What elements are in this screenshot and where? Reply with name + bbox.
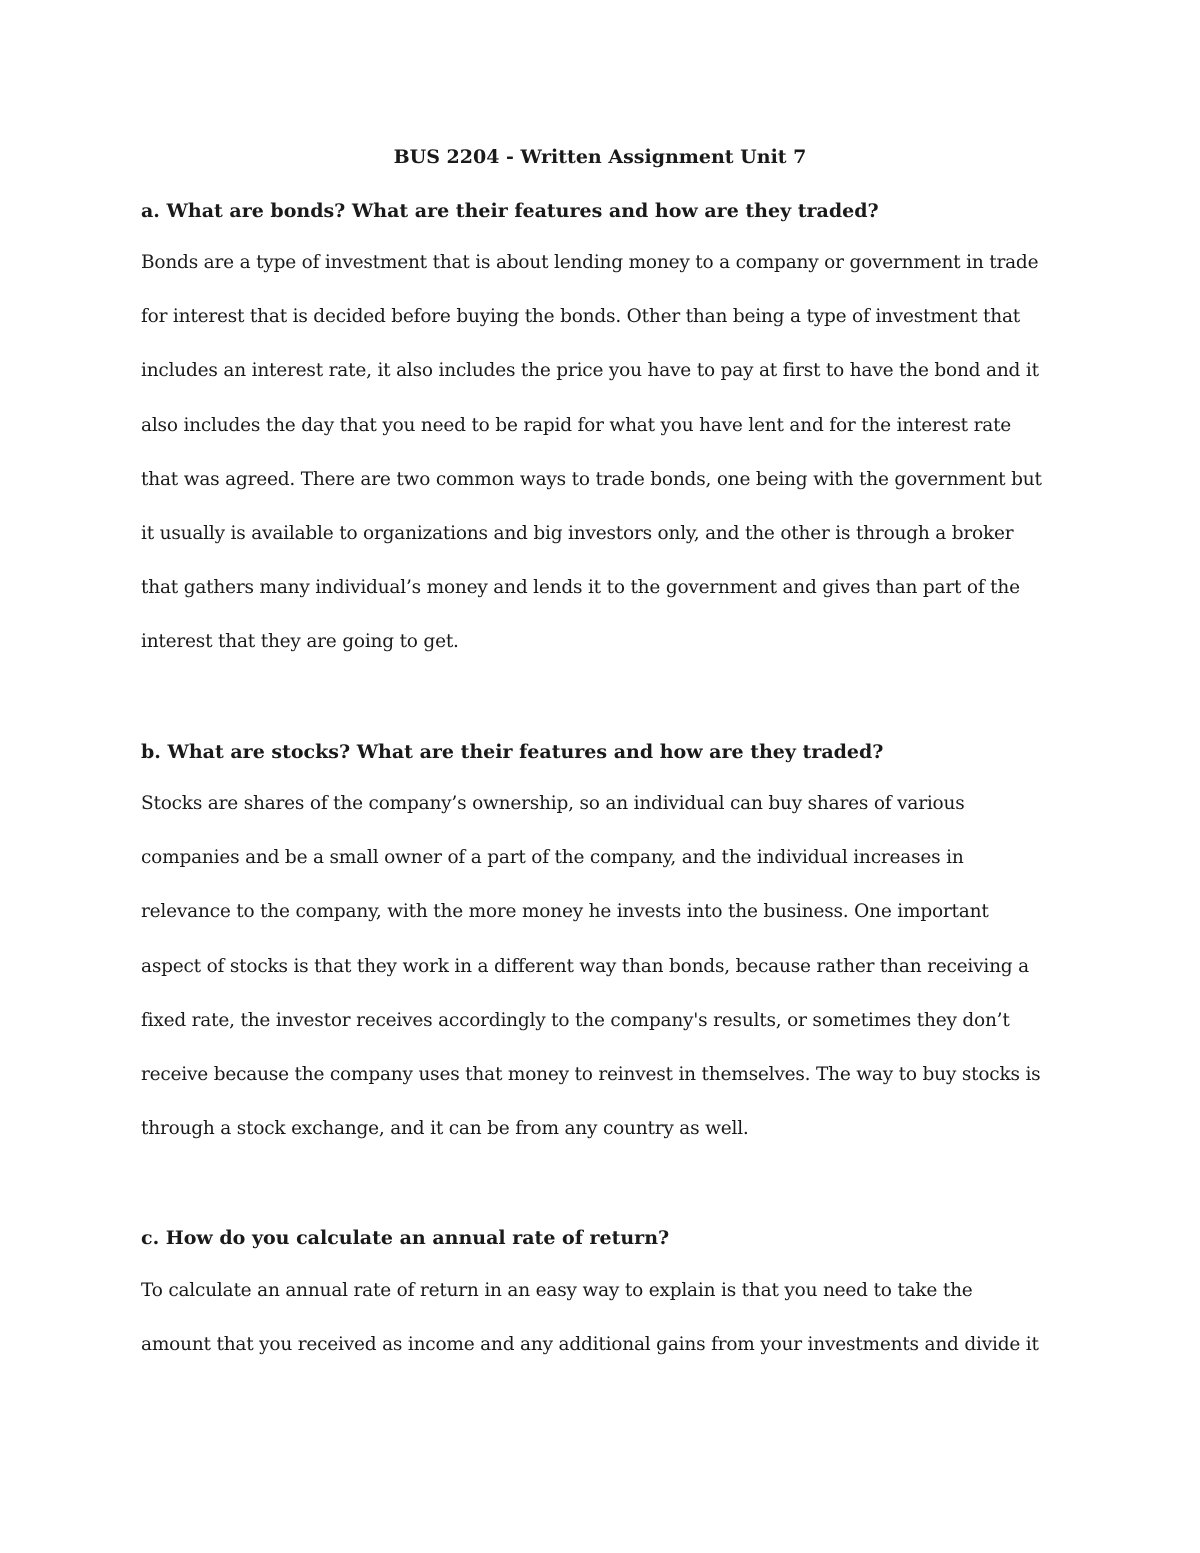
text-line: companies and be a small owner of a part of the company, and the individual increases in — [141, 847, 964, 869]
text-line: that was agreed. There are two common ways to trade bonds, one being with the government but — [141, 468, 1042, 490]
text-line: receive because the company uses that money to reinvest in themselves. The way to buy stocks is — [141, 1064, 1041, 1086]
document-title: BUS 2204 - Written Assignment Unit 7 — [393, 146, 807, 168]
question-heading: c. How do you calculate an annual rate of return? — [141, 1227, 670, 1249]
text-line: it usually is available to organizations and big investors only, and the other is through a broker — [141, 523, 1014, 545]
question-heading: b. What are stocks? What are their features and how are they traded? — [141, 741, 884, 763]
answer-text — [141, 777, 1071, 1156]
text-line: aspect of stocks is that they work in a different way than bonds, because rather than receiving a — [141, 955, 1029, 977]
text-line: that gathers many individual’s money and lends it to the government and gives than part of the — [141, 577, 1020, 599]
answer-paragraph — [141, 1264, 1071, 1372]
section-stocks — [141, 737, 1071, 767]
text-line: To calculate an annual rate of return in an easy way to explain is that you need to take the — [141, 1280, 973, 1301]
answer-paragraph — [141, 236, 1071, 670]
text-line: includes an interest rate, it also includes the price you have to pay at first to have the bond and it — [141, 360, 1039, 382]
text-line: relevance to the company, with the more money he invests into the business. One important — [141, 901, 989, 923]
answer-text — [141, 1264, 1071, 1372]
text-line: Bonds are a type of investment that is about lending money to a company or government in trade — [141, 252, 1039, 273]
text-line: interest that they are going to get. — [141, 631, 459, 653]
text-line: through a stock exchange, and it can be from any country as well. — [141, 1118, 749, 1140]
text-line: for interest that is decided before buying the bonds. Other than being a type of investment that — [141, 306, 1021, 328]
text-line: also includes the day that you need to be rapid for what you have lent and for the interest rate — [141, 414, 1012, 436]
answer-paragraph — [141, 777, 1071, 1156]
text-line: fixed rate, the investor receives accordingly to the company's results, or sometimes they don’t — [141, 1009, 1010, 1031]
text-line: amount that you received as income and any additional gains from your investments and divide it — [141, 1334, 1039, 1356]
question-heading: a. What are bonds? What are their features and how are they traded? — [141, 200, 879, 222]
section-bonds — [141, 196, 1071, 226]
text-line: Stocks are shares of the company’s ownership, so an individual can buy shares of various — [141, 793, 965, 814]
section-rate-of-return — [141, 1223, 1071, 1253]
answer-text — [141, 236, 1071, 670]
